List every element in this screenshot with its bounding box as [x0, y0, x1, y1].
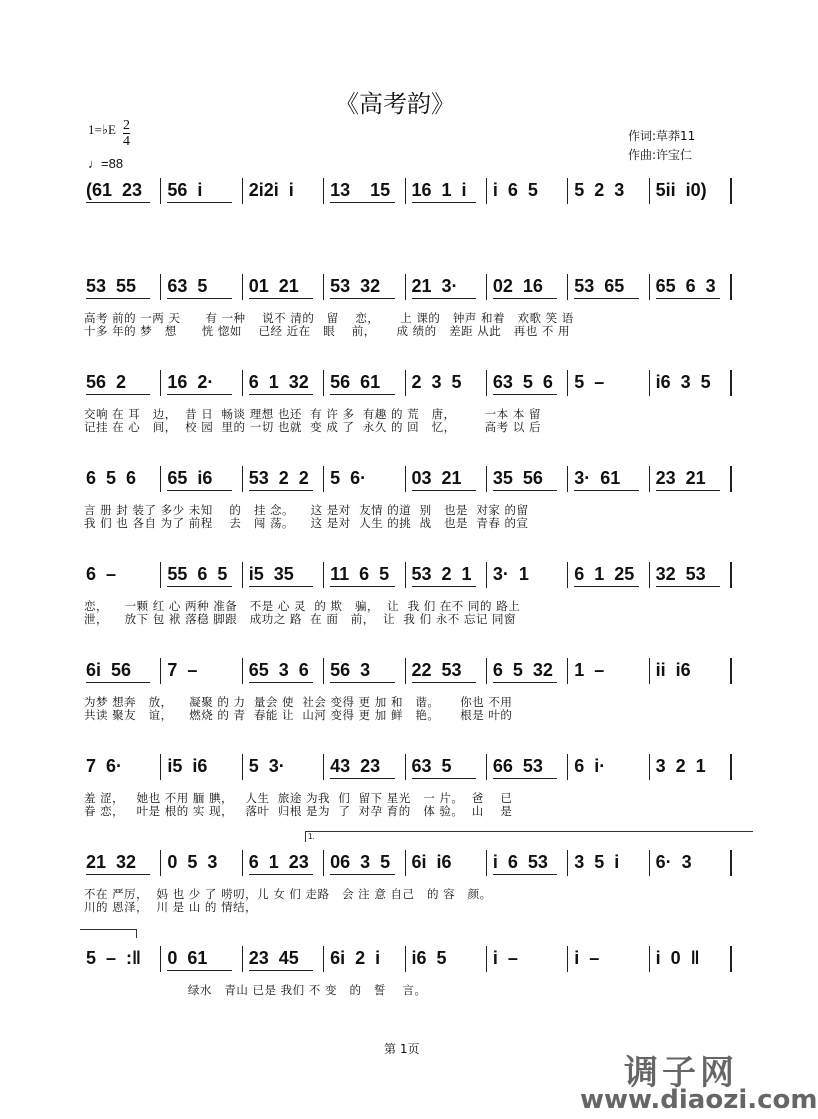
- measure: 5 3·: [243, 754, 324, 780]
- measure: 6 1 32: [243, 370, 324, 396]
- measure: 5 2 3: [568, 178, 649, 204]
- measure: 3· 61: [568, 466, 649, 492]
- score-row: [80, 946, 732, 997]
- measure: 21 32: [80, 850, 161, 876]
- measure: i 6 5: [487, 178, 568, 204]
- lyric-line: 不在 严厉， 妈 也 少 了 唠叨，儿 女 们 走路 会 注 意 自己 的 容 颜。: [84, 887, 492, 901]
- beam-underline: [412, 202, 476, 204]
- score-row: [80, 274, 732, 338]
- lyric-line: 为梦 想奔 放， 凝聚 的 力 量会 使 社会 变得 更 加 和 谐。 你也 不用: [84, 695, 513, 709]
- measure: 23 21: [650, 466, 732, 492]
- beam-underline: [656, 490, 720, 492]
- measure: 5ii i0): [650, 178, 732, 204]
- beam-underline: [167, 490, 231, 492]
- measure: 6 1 23: [243, 850, 324, 876]
- measure: 53 2 2: [243, 466, 324, 492]
- measure: 6· 3: [650, 850, 732, 876]
- measure: 56 2: [80, 370, 161, 396]
- beam-underline: [574, 298, 638, 300]
- lyricist: 作词:草莽11: [628, 129, 696, 143]
- measure: 5 6·: [324, 466, 405, 492]
- measure: 16 1 i: [406, 178, 487, 204]
- lyric-line: 眷 恋， 叶是 根的 实 现， 落叶 归根 是为 了 对孕 育的 体 验。 山 是: [84, 804, 513, 818]
- lyric-line: 恋， 一颗 红 心 两种 准备 不是 心 灵 的 欺 骗， 让 我 们 在不 同的 路上: [84, 599, 521, 613]
- time-signature-top: 2: [123, 118, 130, 133]
- measures: [80, 658, 732, 684]
- measure: 35 56: [487, 466, 568, 492]
- measure: 3· 1: [487, 562, 568, 588]
- measure: 22 53: [406, 658, 487, 684]
- measure: 01 21: [243, 274, 324, 300]
- measure: 16 2·: [161, 370, 242, 396]
- beam-underline: [412, 682, 476, 684]
- measure: 7 6·: [80, 754, 161, 780]
- lyric-line: 泄， 放下 包 袱 落稳 脚跟 成功之 路 在 面 前， 让 我 们 永不 忘记 同窗: [84, 612, 517, 626]
- beam-underline: [493, 298, 557, 300]
- beam-underline: [493, 874, 557, 876]
- measure: 6 1 25: [568, 562, 649, 588]
- beam-underline: [412, 298, 476, 300]
- beam-underline: [493, 778, 557, 780]
- measure: 56 i: [161, 178, 242, 204]
- measures: [80, 178, 732, 204]
- score-row: [80, 658, 732, 722]
- measure: 3 5 i: [568, 850, 649, 876]
- measure: i –: [487, 946, 568, 972]
- lyric-line: 十多 年的 梦 想 恍 惚如 已经 近在 眼 前， 成 绩的 差距 从此 再也 不 用: [84, 324, 571, 338]
- beam-underline: [167, 586, 231, 588]
- beam-underline: [249, 970, 313, 972]
- beam-underline: [574, 586, 638, 588]
- score-row: [80, 850, 732, 914]
- beam-underline: [249, 682, 313, 684]
- beam-underline: [86, 874, 150, 876]
- beam-underline: [86, 394, 150, 396]
- measure: 06 3 5: [324, 850, 405, 876]
- measure: 5 –: [568, 370, 649, 396]
- lyric-line: 绿水 青山 已是 我们 不 变 的 誓 言。: [84, 983, 427, 997]
- beam-underline: [249, 586, 313, 588]
- measure: 65 6 3: [650, 274, 732, 300]
- time-signature-bottom: 4: [123, 134, 130, 149]
- measure: ii i6: [650, 658, 732, 684]
- score-row: [80, 754, 732, 818]
- score-row: [80, 178, 732, 204]
- measure: 43 23: [324, 754, 405, 780]
- lyric-line: 言 册 封 装了 多少 未知 的 挂 念。 这 是对 友情 的道 别 也是 对家 的留: [84, 503, 529, 517]
- lyric-line: 羞 涩， 她也 不用 腼 腆， 人生 旅途 为我 们 留下 星光 一 片。 爸 已: [84, 791, 513, 805]
- measure: i 6 53: [487, 850, 568, 876]
- volta-bracket-end: [80, 929, 137, 938]
- lyric-line: 交响 在 耳 边， 昔 日 畅谈 理想 也还 有 许 多 有趣 的 荒 唐， 一本 本 留: [84, 407, 541, 421]
- beam-underline: [249, 298, 313, 300]
- measure: 3 2 1: [650, 754, 732, 780]
- measure: 5 – :‖: [80, 946, 161, 972]
- beam-underline: [656, 298, 720, 300]
- measure: i6 5: [406, 946, 487, 972]
- beam-underline: [656, 586, 720, 588]
- beam-underline: [167, 298, 231, 300]
- credits: [628, 127, 695, 165]
- measure: 63 5: [161, 274, 242, 300]
- beam-underline: [493, 682, 557, 684]
- measure: 0 5 3: [161, 850, 242, 876]
- score-row: [80, 562, 732, 626]
- beam-underline: [167, 202, 231, 204]
- page-number: 第 1页: [384, 1042, 420, 1056]
- measure: 6 5 6: [80, 466, 161, 492]
- measure: 03 21: [406, 466, 487, 492]
- measure: 66 53: [487, 754, 568, 780]
- beam-underline: [249, 394, 313, 396]
- measure: 63 5: [406, 754, 487, 780]
- measure: 56 61: [324, 370, 405, 396]
- measure: 13 15: [324, 178, 405, 204]
- beam-underline: [412, 778, 476, 780]
- measure: 6 5 32: [487, 658, 568, 684]
- measure: 6i i6: [406, 850, 487, 876]
- measure: 6i 2 i: [324, 946, 405, 972]
- beam-underline: [330, 394, 394, 396]
- measures: [80, 754, 732, 780]
- beam-underline: [86, 682, 150, 684]
- score-row: [80, 370, 732, 434]
- beam-underline: [167, 394, 231, 396]
- beam-underline: [330, 874, 394, 876]
- beam-underline: [249, 490, 313, 492]
- measure: 1 –: [568, 658, 649, 684]
- measure: 65 i6: [161, 466, 242, 492]
- measures: [80, 370, 732, 396]
- measures: [80, 850, 732, 876]
- measure: 6 i·: [568, 754, 649, 780]
- measure: 65 3 6: [243, 658, 324, 684]
- measure: 21 3·: [406, 274, 487, 300]
- watermark-logo: 调子网: [624, 1053, 738, 1093]
- measure: 32 53: [650, 562, 732, 588]
- beam-underline: [493, 394, 557, 396]
- lyric-line: 川的 恩泽， 川 是 山 的 情结，: [84, 900, 258, 914]
- tempo-marking: ♩=88: [88, 156, 124, 171]
- measure: 53 32: [324, 274, 405, 300]
- lyric-line: 记挂 在 心 间， 校 园 里的 一切 也就 变 成 了 永久 的 回 忆， 高考 以 后: [84, 420, 541, 434]
- beam-underline: [249, 874, 313, 876]
- measure: i –: [568, 946, 649, 972]
- measures: [80, 466, 732, 492]
- measure: 6 –: [80, 562, 161, 588]
- key-signature: 1=♭E: [88, 122, 116, 137]
- song-title: 《高考韵》: [335, 90, 455, 118]
- beam-underline: [86, 202, 150, 204]
- beam-underline: [493, 490, 557, 492]
- composer: 作曲:许宝仁: [628, 148, 693, 162]
- measure: 7 –: [161, 658, 242, 684]
- watermark-url: www.diaozi.com: [580, 1085, 818, 1115]
- volta-bracket: 1.: [305, 831, 753, 842]
- measure: (61 23: [80, 178, 161, 204]
- measures: [80, 562, 732, 588]
- beam-underline: [330, 202, 394, 204]
- measures: [80, 946, 732, 972]
- lyric-line: 高考 前的 一两 天 有 一种 说不 清的 留 恋， 上 课的 钟声 和着 欢歌 笑 语: [84, 311, 574, 325]
- beam-underline: [574, 490, 638, 492]
- measure: 11 6 5: [324, 562, 405, 588]
- measure: i5 35: [243, 562, 324, 588]
- lyric-line: 我 们 也 各自 为了 前程 去 闯 荡。 这 是对 人生 的挑 战 也是 青春 的宣: [84, 516, 529, 530]
- beam-underline: [330, 682, 394, 684]
- measure: i 0 ‖: [650, 946, 732, 972]
- measure: 63 5 6: [487, 370, 568, 396]
- measure: i5 i6: [161, 754, 242, 780]
- measures: [80, 274, 732, 300]
- measure: 56 3: [324, 658, 405, 684]
- lyric-line: 共读 聚友 谊， 燃烧 的 青 春能 让 山河 变得 更 加 鲜 艳。 根是 叶的: [84, 708, 513, 722]
- beam-underline: [330, 586, 394, 588]
- beam-underline: [412, 586, 476, 588]
- measure: i6 3 5: [650, 370, 732, 396]
- measure: 2 3 5: [406, 370, 487, 396]
- measure: 0 61: [161, 946, 242, 972]
- measure: 02 16: [487, 274, 568, 300]
- beam-underline: [412, 490, 476, 492]
- measure: 53 2 1: [406, 562, 487, 588]
- beam-underline: [86, 298, 150, 300]
- measure: 23 45: [243, 946, 324, 972]
- beam-underline: [330, 778, 394, 780]
- measure: 6i 56: [80, 658, 161, 684]
- score-row: [80, 466, 732, 530]
- measure: 53 55: [80, 274, 161, 300]
- measure: 55 6 5: [161, 562, 242, 588]
- beam-underline: [330, 298, 394, 300]
- beam-underline: [167, 970, 231, 972]
- time-signature: [123, 118, 130, 149]
- measure: 53 65: [568, 274, 649, 300]
- measure: 2i2i i: [243, 178, 324, 204]
